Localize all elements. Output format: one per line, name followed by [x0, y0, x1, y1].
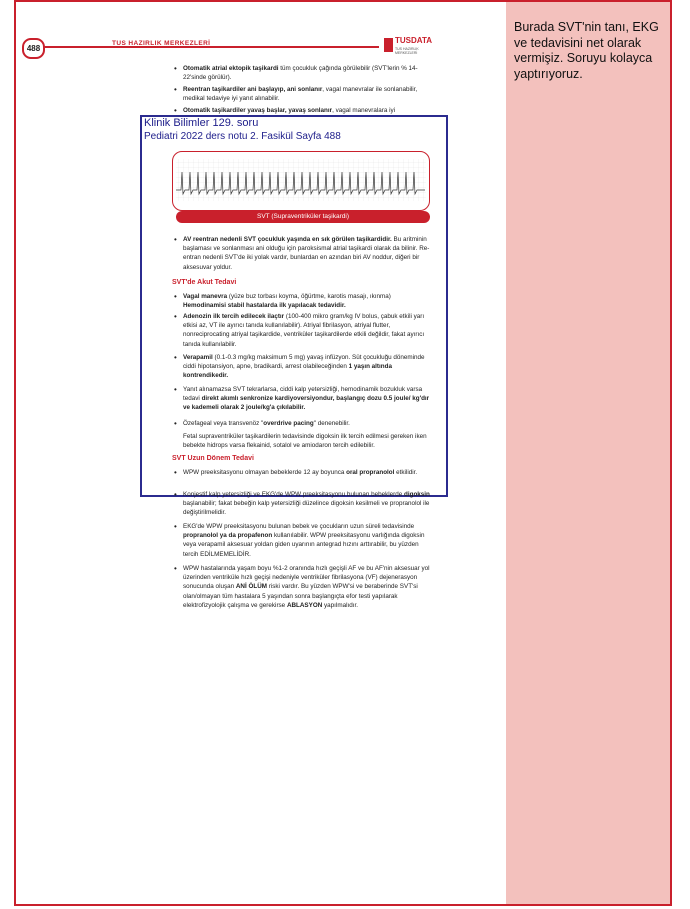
longterm-item-wpw-treatment: EKG'de WPW preeksitasyonu bulunan bebek ve çocukların uzun süreli tedavisinde propranolol ya da propafenon kullanılabilir. WPW preeksitasyonu varlığında digoksin veya verapamil aksesuar yoldan giden uyarının antegrad hızını arttırabilir, bu yüzden tercih EDİLMEMELİDİR. [183, 523, 425, 558]
source-reference: Pediatri 2022 ders notu 2. Fasikül Sayfa 488 [144, 131, 341, 142]
annotation-sidebar [506, 2, 670, 904]
bullet-icon: • [174, 312, 177, 321]
longterm-item-digoxin: Konjestif kalp yetersizliği ve EKG'de WPW preeksitasyonu bulunan bebeklerde digoksin başlanabilir; fakat bebeğin kalp yetersizliği düzelince digoksin kesilmeli ve propranolol ile değiştirilmelidir. [183, 491, 430, 517]
logo-text: TUSDATA [395, 36, 433, 45]
longterm-item-propranolol: WPW preeksitasyonu olmayan bebeklerde 12 ay boyunca oral propranolol etkilidir. [183, 469, 418, 476]
header-title: TUS HAZIRLIK MERKEZLERİ [112, 40, 211, 47]
sidebar-note: Burada SVT'nin tanı, EKG ve tedavisini net olarak vermişiz. Soruyu kolayca yaptırıyoruz. [514, 20, 659, 81]
acute-item-vagal: Vagal manevra (yüze buz torbası koyma, öğürtme, karotis masajı, ıkınma) Hemodinamisi stabil hastalarda ilk yapılacak tedavidir. [183, 293, 391, 310]
bullet-icon: • [174, 468, 177, 477]
acute-item-verapamil: Verapamil (0.1-0.3 mg/kg maksimum 5 mg) yavaş infüzyon. Süt çocukluğu döneminde ciddi hipotansiyon, apne, bradikardi, arrest olabileceğinden 1 yaşın altında kontrendikedir. [183, 354, 425, 380]
fetal-svt-note: Fetal supraventriküler taşikardilerin tedavisinde digoksin ilk tercih edilmesi gereken iken bebekte hidrops varsa flekainid, sotalol ve amiodaron tercih edilebilir. [183, 433, 427, 450]
bullet-icon: • [174, 522, 177, 531]
figure-caption: SVT (Supraventriküler taşikardi) [176, 211, 430, 223]
acute-treatment-heading: SVT'de Akut Tedavi [172, 279, 237, 286]
bullet-ectopic: Otomatik atrial ektopik taşikardi tüm çocukluk çağında görülebilir (SVT'lerin % 14-22'sinde görülür). [183, 65, 418, 82]
acute-item-pacing: Özefageal veya transvenöz "overdrive pacing" denenebilir. [183, 420, 350, 427]
acute-item-cardioversion: Yanıt alınamazsa SVT tekrarlarsa, ciddi kalp yetersizliği, hemodinamik bozukluk varsa tedavi direkt akımlı senkronize kardiyoversiyondur, başlangıç dozu 0.5 joule/ kg'dır ve kademeli olarak 2 joule/kg'a çıkılabilir. [183, 386, 430, 412]
page-number: 488 [22, 38, 45, 59]
question-reference: Klinik Bilimler 129. soru [144, 117, 259, 129]
bullet-icon: • [174, 292, 177, 301]
bullet-automatic: Otomatik taşikardiler yavaş başlar, yavaş sonlanır, vagal manevralara iyi [183, 107, 396, 114]
bullet-icon: • [174, 64, 177, 73]
longterm-item-sudden-death: WPW hastalarında yaşam boyu %1-2 oranında hızlı geçişli AF ve bu AF'nin aksesuar yol üzerinden ventrikülе hızlı geçişi nedeniyle ventriküler fibrilasyona (VF) dejenerasyon sonucunda oluşan ANİ ÖLÜM riski vardır. Bu yüzden WPW'si ve beraberinde SVT'si olan/olmayan tüm hastalara 5 yaşından sonra başlangıçta efor testi yapılarak elektrofizyolojik çalışma ve gerekirse ABLASYON yapılmalıdır. [183, 565, 430, 609]
bullet-icon: • [174, 564, 177, 573]
bullet-icon: • [174, 353, 177, 362]
bullet-icon: • [174, 419, 177, 428]
bullet-icon: • [174, 106, 177, 115]
bullet-reentrant: Reentran taşikardiler ani başlayıp, ani sonlanır, vagal manevralar ile sonlanabilir, medikal tedaviye iyi yanıt alınabilir. [183, 86, 418, 103]
av-reentrant-paragraph: AV reentran nedenli SVT çocukluk yaşında en sık görülen taşikardidir. Bu aritminin başlaması ve sonlanması ani olduğu için paroksismal atrial taşikardi olarak da bilinir. Re-entran nedenli SVT'de iki yolak vardır, bunlardan en azından biri AV noddur, diğeri bir aksesuvar yoldur. [183, 236, 430, 271]
ecg-figure [172, 151, 430, 211]
bullet-icon: • [174, 85, 177, 94]
ecg-strip [173, 152, 428, 209]
bullet-icon: • [174, 385, 177, 394]
tusdata-logo [384, 36, 434, 56]
logo-mark-icon [384, 38, 393, 52]
bullet-icon: • [174, 490, 177, 499]
logo-subtext: TUS HAZIRLIK MERKEZLERİ [395, 47, 419, 55]
acute-item-adenosine: Adenozin ilk tercih edilecek ilaçtır (100-400 mikro gram/kg IV bolus, çabuk etkili yarı etkisi az, VT ile ayırıcı tanıda kullanılabilir). Atriyal fibrilasyon, atriyal flutter, nonreciprocating atriyal taşikardide, ventriküler taşikardilerde etkili değildir, fakat ayırıcı tanıda kullanılabilir. [183, 313, 425, 348]
bullet-icon: • [174, 235, 177, 244]
longterm-treatment-heading: SVT Uzun Dönem Tedavi [172, 455, 254, 462]
